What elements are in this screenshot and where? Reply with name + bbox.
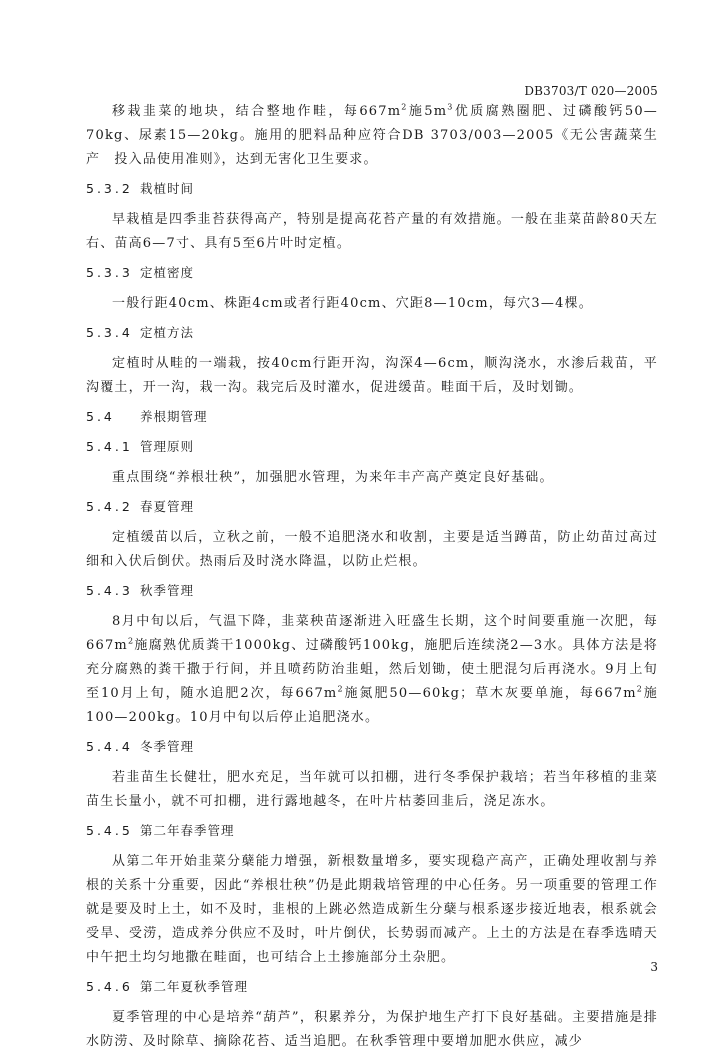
section-number: 5.3.3 bbox=[86, 265, 133, 280]
section-title: 冬季管理 bbox=[140, 739, 195, 754]
section-title: 秋季管理 bbox=[140, 583, 195, 598]
section-number: 5.4.6 bbox=[86, 979, 133, 994]
paragraph-text: 夏季管理的中心是培养“葫芦”，积累养分，为保护地生产打下良好基础。主要措施是排水防涝、及时除草、摘除花苔、适当追肥。在秋季管理中要增加肥水供应，减少 bbox=[86, 1010, 658, 1049]
section-heading bbox=[86, 580, 658, 602]
paragraph-text: 重点围绕“养根壮秧”，加强肥水管理，为来年丰产高产奠定良好基础。 bbox=[112, 470, 554, 485]
section-title: 管理原则 bbox=[140, 439, 195, 454]
section-heading bbox=[86, 496, 658, 518]
paragraph bbox=[86, 292, 658, 316]
section-heading bbox=[86, 178, 658, 200]
paragraph bbox=[86, 850, 658, 970]
section-number: 5.4 bbox=[86, 409, 115, 424]
paragraph-text: 早栽植是四季韭苔获得高产，特别是提高花苔产量的有效措施。一般在韭菜苗龄80天左右、苗高6—7寸、具有5至6片叶时定植。 bbox=[86, 212, 658, 251]
superscript: 2 bbox=[636, 684, 644, 694]
paragraph-text: 优质腐熟圈肥、过磷酸钙50—70kg、尿素15—20kg。施用的肥料品种应符合DB 3703/003—2005《无公害蔬菜生产 投入品使用准则》，达到无害化卫生要求。 bbox=[86, 104, 659, 167]
section-heading bbox=[86, 976, 658, 998]
document-body bbox=[86, 100, 658, 1060]
paragraph-text: 移栽韭菜的地块，结合整地作畦，每667m bbox=[112, 104, 402, 119]
section-title: 养根期管理 bbox=[140, 409, 208, 424]
section-number: 5.3.2 bbox=[86, 181, 133, 196]
section-heading bbox=[86, 436, 658, 458]
section-number: 5.4.3 bbox=[86, 583, 133, 598]
section-title: 第二年春季管理 bbox=[140, 823, 235, 838]
section-heading bbox=[86, 820, 658, 842]
superscript: 2 bbox=[127, 636, 135, 646]
paragraph bbox=[86, 1006, 658, 1054]
section-title: 定植方法 bbox=[140, 325, 195, 340]
paragraph-text: 定植缓苗以后，立秋之前，一般不追肥浇水和收割，主要是适当蹲苗，防止幼苗过高过细和入伏后倒伏。热雨后及时浇水降温，以防止烂根。 bbox=[86, 530, 658, 569]
section-title: 春夏管理 bbox=[140, 499, 195, 514]
paragraph-text: 施100—200kg。10月中旬以后停止追肥浇水。 bbox=[86, 686, 658, 725]
paragraph bbox=[86, 610, 658, 730]
paragraph-text: 施腐熟优质粪干1000kg、过磷酸钙100kg，施肥后连续浇2—3水。具体方法是将充分腐熟的粪干撒于行间，并且喷药防治韭蛆，然后划锄，使土肥混匀后再浇水。9月上旬至10月上旬，随水追肥2次，每667m bbox=[86, 638, 658, 701]
section-number: 5.4.5 bbox=[86, 823, 133, 838]
section-number: 5.4.2 bbox=[86, 499, 133, 514]
section-heading bbox=[86, 406, 658, 428]
paragraph bbox=[86, 100, 658, 172]
section-number: 5.4.4 bbox=[86, 739, 133, 754]
section-title: 第二年夏秋季管理 bbox=[140, 979, 249, 994]
section-heading bbox=[86, 322, 658, 344]
section-title: 栽植时间 bbox=[140, 181, 195, 196]
paragraph-text: 若韭苗生长健壮，肥水充足，当年就可以扣棚，进行冬季保护栽培；若当年移植的韭菜苗生长量小，就不可扣棚，进行露地越冬，在叶片枯萎回韭后，浇足冻水。 bbox=[86, 770, 658, 809]
paragraph-text: 从第二年开始韭菜分蘖能力增强，新根数量增多，要实现稳产高产，正确处理收割与养根的关系十分重要，因此“养根壮秧”仍是此期栽培管理的中心任务。另一项重要的管理工作就是要及时上土，如不及时，韭根的上跳必然造成新生分蘖与根系逐步接近地表，根系就会受旱、受涝，造成养分供应不及时，叶片倒伏，长势弱而减产。上土的方法是在春季选晴天中午把土均匀地撒在畦面，也可结合上土掺施部分土杂肥。 bbox=[86, 854, 658, 965]
superscript: 2 bbox=[337, 684, 344, 694]
section-heading bbox=[86, 736, 658, 758]
paragraph-text: 施5m bbox=[407, 104, 448, 119]
paragraph bbox=[86, 352, 658, 400]
section-number: 5.4.1 bbox=[86, 439, 133, 454]
section-number: 5.3.4 bbox=[86, 325, 133, 340]
page-number: 3 bbox=[650, 960, 658, 974]
paragraph bbox=[86, 766, 658, 814]
paragraph bbox=[86, 526, 658, 574]
paragraph bbox=[86, 466, 658, 490]
paragraph bbox=[86, 208, 658, 256]
paragraph-text: 8月中旬以后，气温下降，韭菜秧苗逐渐进入旺盛生长期，这个时间要重施一次肥，每667m bbox=[86, 614, 658, 653]
document-code: DB3703/T 020—2005 bbox=[524, 84, 658, 98]
paragraph-text: 一般行距40cm、株距4cm或者行距40cm、穴距8—10cm，每穴3—4棵。 bbox=[112, 296, 593, 311]
paragraph-text: 定植时从畦的一端栽，按40cm行距开沟，沟深4—6cm，顺沟浇水，水渗后栽苗，平沟覆土，开一沟，栽一沟。栽完后及时灌水，促进缓苗。畦面干后，及时划锄。 bbox=[86, 356, 658, 395]
section-title: 定植密度 bbox=[140, 265, 195, 280]
superscript: 2 bbox=[401, 102, 408, 112]
paragraph-text: 施氮肥50—60kg；草木灰要单施，每667m bbox=[343, 686, 637, 701]
superscript: 3 bbox=[447, 102, 454, 112]
section-heading bbox=[86, 262, 658, 284]
